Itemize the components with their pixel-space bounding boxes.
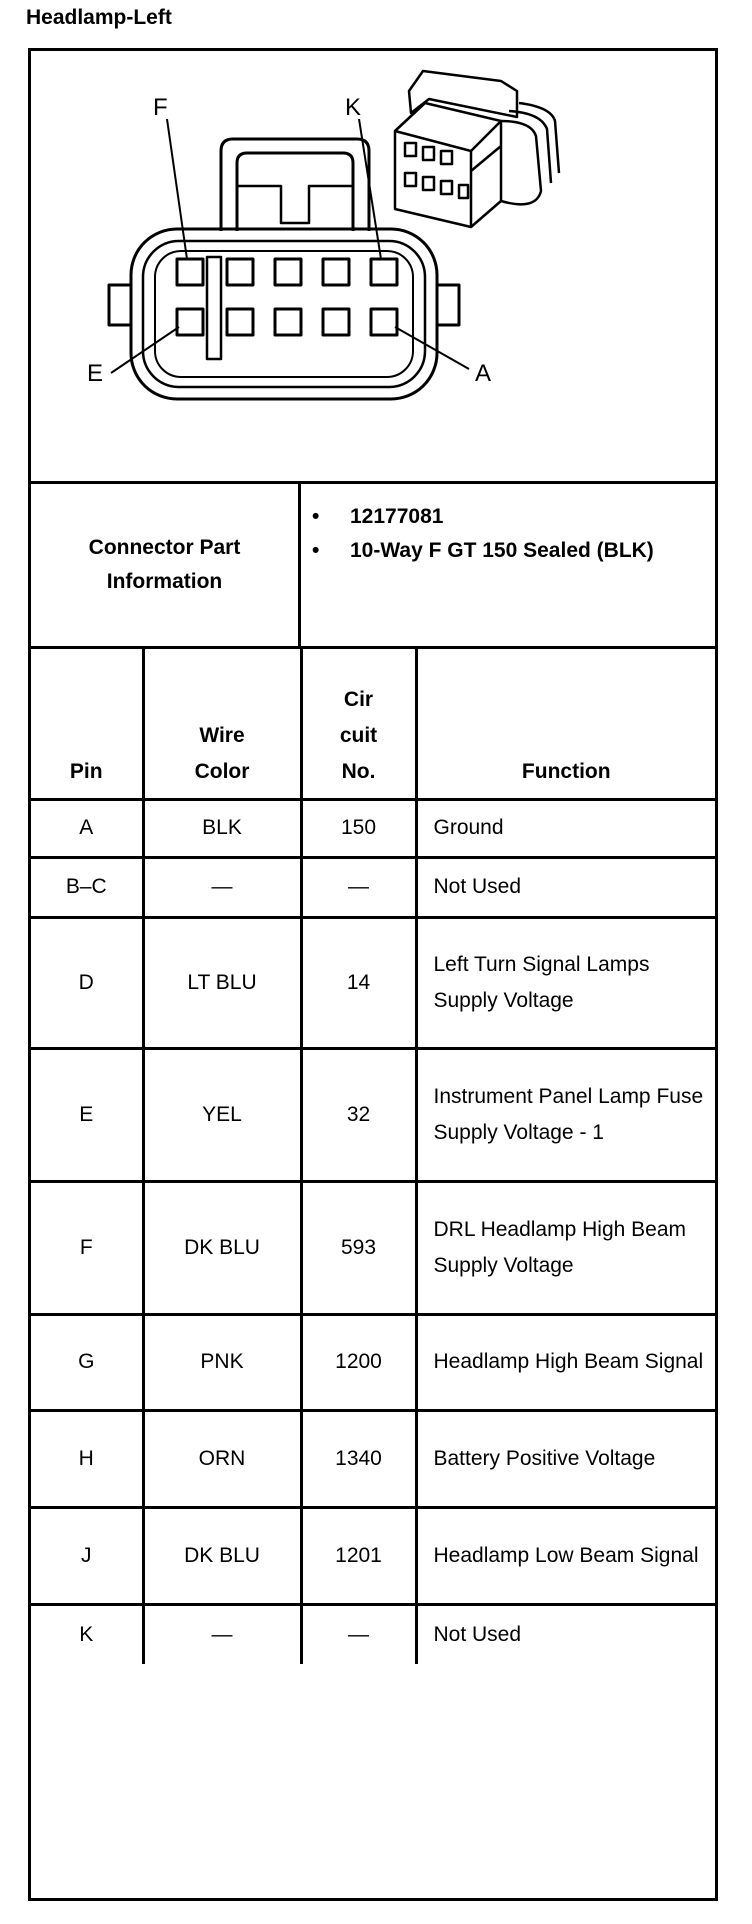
circuit-cell: — [301, 857, 416, 917]
wire-color-cell: PNK [143, 1314, 301, 1410]
leader-a [395, 327, 469, 369]
pin-cell: F [31, 1181, 143, 1314]
pin-cell: J [31, 1507, 143, 1604]
table-row [31, 857, 715, 917]
label-k: K [345, 94, 362, 121]
circuit-cell: 1200 [301, 1314, 416, 1410]
pin-cell: E [31, 1048, 143, 1181]
pin-cell: D [31, 917, 143, 1048]
key-slot [207, 257, 221, 359]
latch-tab [237, 186, 353, 223]
label-f: F [153, 94, 168, 121]
cavity-b [323, 309, 349, 335]
table-row [31, 1507, 715, 1604]
leader-k [359, 119, 381, 259]
function-cell: Ground [416, 799, 715, 857]
wire-color-cell: DK BLU [143, 1507, 301, 1604]
label-a: A [475, 360, 492, 387]
circuit-cell: 1201 [301, 1507, 416, 1604]
bullet-icon: • [312, 505, 320, 528]
cavity-a [371, 309, 397, 335]
cavity-f [177, 259, 203, 285]
leader-f [167, 119, 187, 259]
wire-color-cell: — [143, 857, 301, 917]
table-row [31, 1048, 715, 1181]
cavity-g [227, 259, 253, 285]
housing-seal [155, 251, 413, 377]
table-row [31, 917, 715, 1048]
function-cell: DRL Headlamp High Beam Supply Voltage [416, 1181, 715, 1314]
wire-color-cell: YEL [143, 1048, 301, 1181]
pin-cell: K [31, 1604, 143, 1664]
table-row [31, 1604, 715, 1664]
table-row [31, 1410, 715, 1507]
circuit-cell: 150 [301, 799, 416, 857]
cavity-k [371, 259, 397, 285]
table-header-row [31, 649, 715, 799]
label-e: E [87, 360, 104, 387]
header-pin: Pin [31, 649, 143, 799]
function-cell: Not Used [416, 857, 715, 917]
wire-color-cell: DK BLU [143, 1181, 301, 1314]
function-cell: Headlamp Low Beam Signal [416, 1507, 715, 1604]
connector-isometric-sketch [395, 71, 559, 227]
wire-color-cell: BLK [143, 799, 301, 857]
function-cell: Instrument Panel Lamp Fuse Supply Voltage - 1 [416, 1048, 715, 1181]
connector-type: 10-Way F GT 150 Sealed (BLK) [350, 539, 654, 562]
circuit-cell: 14 [301, 917, 416, 1048]
right-ear [437, 285, 459, 325]
page-title: Headlamp-Left [26, 6, 172, 29]
pin-cell: H [31, 1410, 143, 1507]
table-row [31, 799, 715, 857]
bullet-icon: • [312, 539, 320, 562]
header-wire-color: Wire Color [143, 649, 301, 799]
header-function: Function [416, 649, 715, 799]
connector-type-row [312, 534, 712, 568]
table-row [31, 1181, 715, 1314]
housing-inner [143, 241, 425, 387]
pinout-table [31, 649, 715, 1664]
circuit-cell: 593 [301, 1181, 416, 1314]
cavity-c [275, 309, 301, 335]
pin-cell: G [31, 1314, 143, 1410]
cavity-d [227, 309, 253, 335]
cavity-e [177, 309, 203, 335]
connector-info-values [312, 500, 712, 568]
function-cell: Left Turn Signal Lamps Supply Voltage [416, 917, 715, 1048]
function-cell: Not Used [433, 1622, 522, 1646]
cavity-j [323, 259, 349, 285]
connector-info-label: Connector Part Information [31, 484, 301, 646]
left-ear [109, 285, 131, 325]
connector-part-info [31, 484, 715, 649]
table-row [31, 1314, 715, 1410]
latch-inner [237, 153, 353, 231]
connector-diagram [31, 51, 715, 484]
pinout-rows [31, 799, 715, 1664]
pin-cell: A [31, 799, 143, 857]
wire-color-cell: — [143, 1604, 301, 1664]
wire-color-cell: ORN [143, 1410, 301, 1507]
header-circuit: Cir cuit No. [301, 649, 416, 799]
circuit-cell: — [301, 1604, 416, 1664]
circuit-cell: 32 [301, 1048, 416, 1181]
wire-color-cell: LT BLU [143, 917, 301, 1048]
circuit-cell: 1340 [301, 1410, 416, 1507]
cavity-h [275, 259, 301, 285]
function-cell: Headlamp High Beam Signal [416, 1314, 715, 1410]
function-cell: Battery Positive Voltage [416, 1410, 715, 1507]
connector-face-drawing [31, 51, 715, 481]
part-number: 12177081 [350, 505, 444, 528]
pin-cell: B–C [31, 857, 143, 917]
part-number-row [312, 500, 712, 534]
connector-card [28, 48, 718, 1901]
